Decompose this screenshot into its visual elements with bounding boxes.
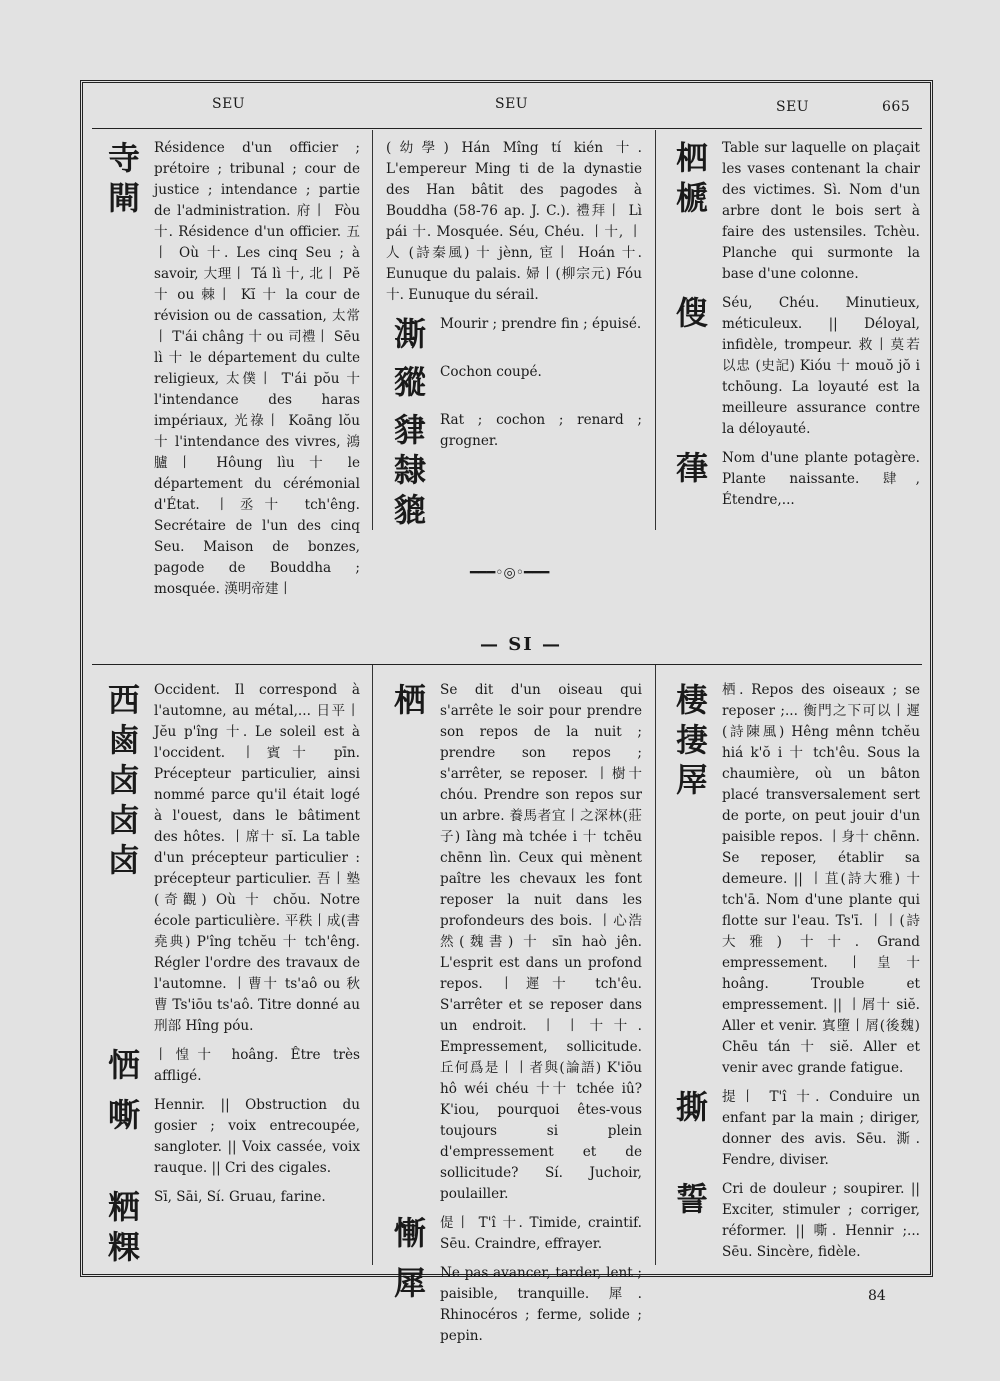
- entry-definition: Se dit d'un oiseau qui s'arrête le soir pour prendre son repos de la nuit ; prendre son repos ; s'arrêter, se reposer. 丨樹十 chóu. Prendre son repos sur un arbre. 養馬者宜丨之深林(莊子) Iàng mà tchée i 十 tchēu chēnn lìn. Ceux qui mènent paître les chevaux les font reposer la nuit dans les profondeurs des bois. 丨心浩然(魏書) 十 sīn haò jên. L'esprit est dans un profond repos. 丨遲十 tch'êu. S'arrêter et se reposer dans un endroit. 丨丨十十. Empressement, sollicitude. 丘何爲是丨丨者與(論語) K'iōu hô wéi chéu 十十 tchée iû? K'iou, pourquoi êtes-vous toujours si plein d'empressement et de sollicitude? Sí. Juchoir, poulailler.: [440, 682, 642, 1202]
- entry-definition: Occident. Il correspond à l'automne, au métal,... 日平丨 Jĕu p'îng 十. Le soleil est à l'occident. 丨賓十 pīn. Précepteur particulier, ainsi nommé parce qu'il était logé à l'ouest, dans le bâtiment des hôtes. 丨席十 sĭ. La table d'un précepteur particulier : précepteur particulier. 吾丨塾(奇觀) Où 十 chŏu. Notre école particulière. 平秩丨成(書堯典) P'îng tchĕu 十 tch'êng. Régler l'ordre des travaux de l'automne. 丨曹十 ts'aô ou 秋曹 Ts'iōu ts'aô. Titre donné au 刑部 Hîng póu.: [154, 682, 360, 1034]
- entry-definition: 提丨 T'î 十. Conduire un enfant par la main ; diriger, donner des avis. Sēu. 澌. Fendre, diviser.: [722, 1089, 920, 1168]
- dictionary-entry: [386, 314, 642, 354]
- dictionary-entry: [100, 1187, 360, 1266]
- headword-character: 豵: [393, 363, 426, 401]
- headword-characters: [668, 448, 716, 488]
- column-divider-2-top: [655, 130, 656, 530]
- headword-character: 貄 隸 貔: [393, 411, 426, 529]
- headword-character: 撕: [675, 1088, 708, 1126]
- headword-character: 誓: [675, 1180, 708, 1218]
- headword-characters: [668, 293, 716, 333]
- dictionary-entry: [386, 362, 642, 402]
- column-divider-1-top: [372, 130, 373, 530]
- column-2-top: [386, 138, 642, 529]
- header-right: SEU: [776, 99, 810, 115]
- section-rule: [92, 664, 922, 665]
- column-divider-1-bottom: [372, 665, 373, 1265]
- headword-characters: [100, 138, 148, 218]
- headword-character: 卤: [107, 801, 140, 839]
- headword-character: 澌: [393, 315, 426, 353]
- column-divider-2-bottom: [655, 665, 656, 1265]
- headword-character: 犀: [393, 1264, 426, 1302]
- headword-characters: [668, 1179, 716, 1219]
- headword-characters: [386, 314, 434, 354]
- dictionary-entry: [100, 138, 360, 600]
- entry-definition: Résidence d'un officier ; prétoire ; tribunal ; cour de justice ; intendance ; partie de l'administration. 府丨 Fòu 十. Résidence d'un officier. 五丨 Où 十. Les cinq Seu ; à savoir, 大理丨 Tá lì 十, 北丨 Pĕ 十 ou 棘丨 Kĭ 十 la cour de révision ou de cassation, 太常丨 T'ái châng 十 ou 司禮丨 Sēu lì 十 le département du culte religieux, 太僕丨 T'ái pŏu 十 l'intendance des haras impériaux, 光祿丨 Koāng lŏu 十 l'intendance des vivres, 鴻臚丨 Hôung lìu 十 le département du cérémonial d'État. 丨丞十 tch'êng. Secrétaire de l'un des cinq Seu. Maison de bonzes, pagode de Bouddha ; mosquée. 漢明帝建丨: [154, 140, 360, 597]
- headword-characters: [100, 1095, 148, 1135]
- entry-definition: Mourir ; prendre fin ; épuisé.: [440, 316, 642, 332]
- headword-characters: [386, 362, 434, 402]
- entry-definition: Table sur laquelle on plaçait les vases contenant la chair des victimes. Sì. Nom d'un arbre dont le bois sert à faire des ustensiles. Tchèu. Planche qui surmonte la base d'une colonne.: [722, 140, 920, 282]
- entry-definition: (幼學) Hán Mîng tí kién 十. L'empereur Ming ti de la dynastie des Han bâtit des pagodes à Bouddha (58-76 ap. J. C.). 禮拜丨 Lì pái 十. Mosquée. Séu, Chéu. 丨十, 丨人 (詩秦風) 十 jènn, 宦丨 Hoán 十. Eunuque du palais. 婦丨(柳宗元) Fóu 十. Eunuque du sérail.: [386, 140, 642, 303]
- headword-character: 卤: [107, 761, 140, 799]
- column-3-top: [668, 138, 920, 519]
- column-1-bottom: [100, 680, 360, 1266]
- dictionary-entry: [668, 680, 920, 1079]
- entry-definition: 丨惶十 hoâng. Être très affligé.: [154, 1047, 360, 1084]
- dictionary-entry: [386, 138, 642, 306]
- dictionary-entry: [386, 1213, 642, 1255]
- dictionary-entry: [386, 410, 642, 529]
- headword-character: 卤: [107, 841, 140, 879]
- dictionary-entry: [100, 1095, 360, 1179]
- headword-characters: [100, 680, 148, 880]
- headword-characters: [668, 1087, 716, 1127]
- headword-characters: [668, 680, 716, 800]
- headword-character: 慚: [393, 1214, 426, 1252]
- headword-character: 閘: [107, 179, 140, 217]
- entry-definition: 栖. Repos des oiseaux ; se reposer ;... 衡門之下可以丨遲(詩陳風) Hêng mênn tchĕu hiá k'ŏ i 十 tch'êu. Sous la chaumière, où un bâton placé transversalement sert de porte, on peut jouir d'un paisible repos. 丨身十 chēnn. Se reposer, établir sa demeure. || 丨苴(詩大雅) 十 tch'ā. Nom d'une plante qui flotte sur l'eau. Ts'ī. 丨丨(詩大雅) 十十. Grand empressement. 丨皇十 hoâng. Trouble et empressement. || 丨屑十 siĕ. Aller et venir. 寘墮丨屑(後魏) Chēu tán 十 siĕ. Aller et venir avec grande fatigue.: [722, 682, 920, 1076]
- dictionary-entry: [668, 138, 920, 285]
- dictionary-entry: [386, 1263, 642, 1347]
- headword-character: 榹: [675, 179, 708, 217]
- entry-definition: Nom d'une plante potagère. Plante naissante. 肆, Étendre,...: [722, 450, 920, 508]
- headword-character: 栖: [393, 681, 426, 719]
- headword-character: 嘶: [107, 1096, 140, 1134]
- headword-character: 捿: [675, 721, 708, 759]
- headword-character: 鹵: [107, 721, 140, 759]
- headword-character: 恓: [107, 1046, 140, 1084]
- entry-definition: Cri de douleur ; soupirer. || Exciter, stimuler ; corriger, réformer. || 嘶. Hennir ;... Sēu. Sincère, fidèle.: [722, 1181, 920, 1260]
- dictionary-entry: [668, 448, 920, 511]
- column-2-bottom: [386, 680, 642, 1355]
- footer-number: 84: [868, 1288, 886, 1304]
- headword-characters: [100, 1187, 148, 1267]
- entry-definition: Cochon coupé.: [440, 364, 542, 380]
- headword-character: 棲: [675, 681, 708, 719]
- entry-definition: Séu, Chéu. Minutieux, méticuleux. || Déloyal, infidèle, trompeur. 救丨莫若以忠 (史記) Kióu 十 mouŏ jŏ i tchōung. La loyauté est la meilleure assurance contre la déloyauté.: [722, 295, 920, 437]
- dictionary-entry: [668, 293, 920, 440]
- page-number: 665: [882, 99, 911, 115]
- column-1-top: [100, 138, 360, 608]
- header-rule: [92, 128, 922, 129]
- section-title: — SI —: [480, 634, 562, 655]
- column-3-bottom: [668, 680, 920, 1271]
- entry-definition: Rat ; cochon ; renard ; grogner.: [440, 412, 642, 449]
- dictionary-entry: [668, 1087, 920, 1171]
- headword-character: 柶: [675, 139, 708, 177]
- headword-character: 西: [107, 681, 140, 719]
- headword-character: 傁: [675, 294, 708, 332]
- entry-definition: Hennir. || Obstruction du gosier ; voix entrecoupée, sangloter. || Voix cassée, voix rauque. || Cri des cigales.: [154, 1097, 360, 1176]
- headword-characters: [386, 680, 434, 720]
- dictionary-entry: [100, 680, 360, 1037]
- dictionary-entry: [668, 1179, 920, 1263]
- entry-definition: Sī, Sāi, Sí. Gruau, farine.: [154, 1189, 326, 1205]
- section-ornament: ━━━◦◎◦━━━: [470, 565, 550, 581]
- headword-character: 寺: [107, 139, 140, 177]
- headword-characters: [386, 410, 434, 530]
- dictionary-entry: [100, 1045, 360, 1087]
- headword-character: 粞 粿: [107, 1188, 140, 1266]
- headword-character: 屖: [675, 761, 708, 799]
- entry-definition: Ne pas avancer, tarder, lent ; paisible, tranquille. 犀. Rhinocéros ; ferme, solide ; pepin.: [440, 1265, 642, 1344]
- headword-characters: [386, 1263, 434, 1303]
- headword-character: 葎: [675, 449, 708, 487]
- header-left: SEU: [212, 96, 246, 112]
- entry-definition: 偍丨 T'î 十. Timide, craintif. Sēu. Craindre, effrayer.: [440, 1215, 642, 1252]
- headword-characters: [100, 1045, 148, 1085]
- headword-characters: [386, 1213, 434, 1253]
- header-center: SEU: [495, 96, 529, 112]
- headword-characters: [668, 138, 716, 218]
- dictionary-entry: [386, 680, 642, 1205]
